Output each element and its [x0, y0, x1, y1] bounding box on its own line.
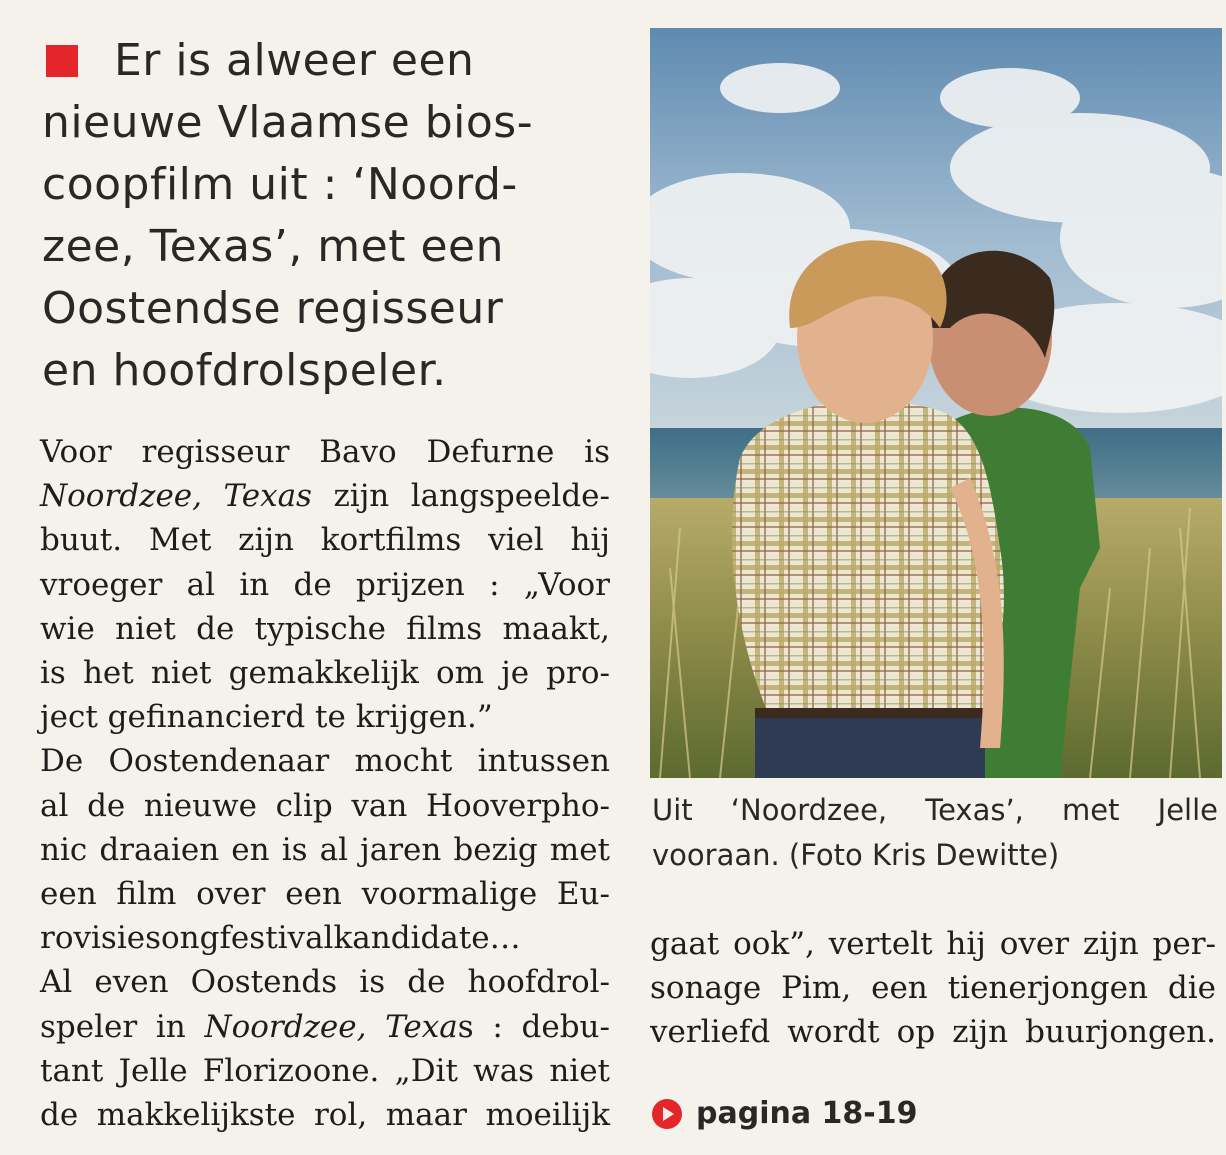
body-line: verliefd wordt op zijn buurjongen. [650, 1014, 1216, 1051]
body-line: De Oostendenaar mocht intussen [40, 743, 610, 780]
play-circle-icon [652, 1099, 682, 1129]
body-line: vroeger al in de prijzen : „Voor [40, 566, 610, 603]
body-line: ject gefinancierd te krijgen.” [40, 699, 493, 736]
headline-line-6: en hoofdrolspeler. [42, 345, 447, 396]
body-line: sonage Pim, een tienerjongen die [650, 970, 1216, 1007]
article-body-left [40, 430, 610, 1137]
article-body-right [650, 922, 1216, 1055]
body-line: nic draaien en is al jaren bezig met [40, 831, 610, 868]
headline [42, 30, 632, 402]
photo-caption [652, 788, 1218, 878]
body-line: tant Jelle Florizoone. „Dit was niet [40, 1052, 610, 1089]
headline-line-4: zee, Texas’, met een [42, 221, 504, 272]
film-title-italic: Noordzee, Texa [204, 1008, 458, 1045]
body-line: is het niet gemakkelijk om je pro- [40, 655, 610, 692]
caption-line: vooraan. (Foto Kris Dewitte) [652, 838, 1060, 872]
body-line: al de nieuwe clip van Hooverpho- [40, 787, 610, 824]
headline-line-1: Er is alweer een [42, 30, 632, 92]
page-reference-label: pagina 18-19 [696, 1096, 918, 1131]
headline-line-3: coopfilm uit : ‘Noord- [42, 159, 518, 210]
page-reference [652, 1096, 917, 1131]
body-line: een film over een voormalige Eu- [40, 876, 610, 913]
body-line: de makkelijkste rol, maar moeilijk [40, 1097, 610, 1134]
body-line: buut. Met zijn kortfilms viel hij [40, 522, 610, 559]
film-title-italic: Noordzee, Texas [40, 478, 312, 515]
body-line: Al even Oostends is de hoofdrol- [40, 964, 610, 1001]
headline-line-5: Oostendse regisseur [42, 283, 504, 334]
body-line: speler in Noordzee, Texas : debu- [40, 1008, 610, 1045]
caption-line: Uit ‘Noordzee, Texas’, met Jelle [652, 793, 1218, 827]
body-line: wie niet de typische films maakt, [40, 610, 610, 647]
body-line: Voor regisseur Bavo Defurne is [40, 434, 610, 470]
body-line: gaat ook”, vertelt hij over zijn per- [650, 926, 1216, 962]
body-line: Noordzee, Texas zijn langspeelde- [40, 478, 610, 515]
body-line: rovisiesongfestivalkandidate… [40, 920, 521, 957]
film-still-photo [650, 28, 1222, 778]
headline-line-2: nieuwe Vlaamse bios- [42, 97, 534, 148]
red-square-icon [46, 45, 78, 77]
